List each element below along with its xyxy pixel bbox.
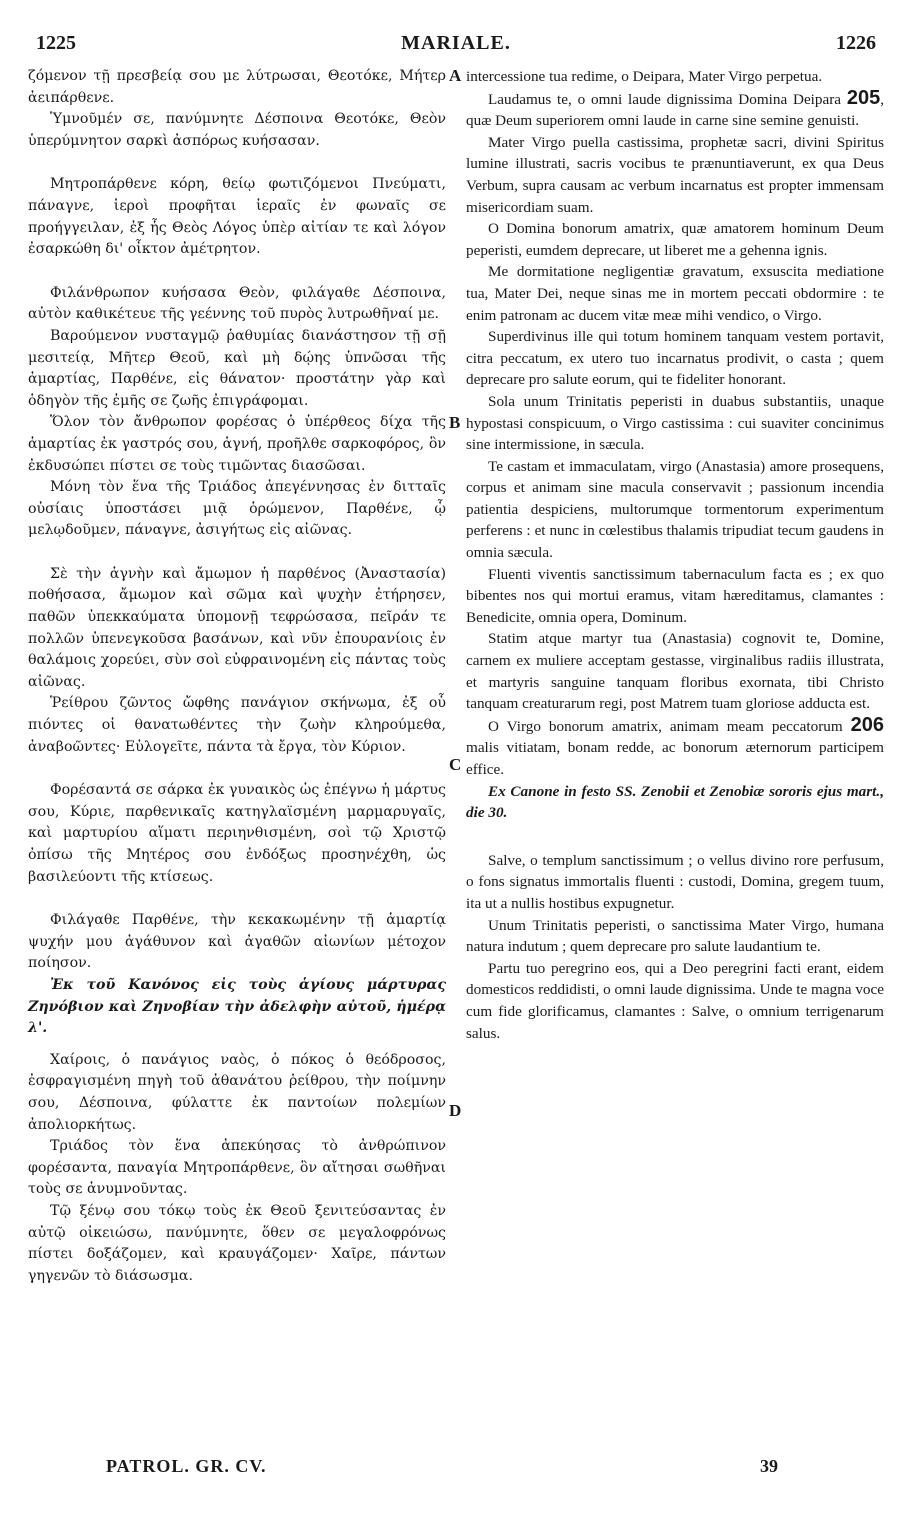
greek-paragraph: Σὲ τὴν ἁγνὴν καὶ ἄμωμον ἡ παρθένος (Ἀναστασία) ποθήσασα, ἄμωμον καὶ σῶμα καὶ ψυχὴν ἐτήρησεν, παθῶν ὑπεκκαύματα ὑπομονῇ τεφρώσασα, πεῖράν τε πολλῶν ὑπενεγκοῦσα βασάνων, καὶ νῦν ἐπουρανίοις ἐν θαλάμοις χορεύει, σὺν σοὶ εὐφραινομένη εἰς πάντας τοὺς αἰῶνας. <box>28 565 446 690</box>
column-reference-number: 206 <box>850 713 885 736</box>
greek-column <box>28 66 446 1287</box>
latin-paragraph <box>466 88 884 132</box>
column-number-left: 1225 <box>36 32 76 54</box>
margin-marker-c: C <box>449 755 462 774</box>
greek-paragraph: Φιλάγαθε Παρθένε, τὴν κεκακωμένην τῇ ἁμαρτίᾳ ψυχήν μου ἀγάθυνον καὶ ἀγαθῶν αἰωνίων μέτοχον ποίησον. <box>28 912 446 972</box>
greek-paragraph: Ῥείθρου ζῶντος ὤφθης πανάγιον σκήνωμα, ἐξ οὗ πιόντες οἱ θανατωθέντες τὴν ζωὴν κληρούμεθα, ἀναβοῶντες· Εὐλογεῖτε, πάντα τὰ ἔργα, τὸν Κύριον. <box>28 695 446 755</box>
greek-paragraph: Φιλάνθρωπον κυήσασα Θεὸν, φιλάγαθε Δέσποινα, αὐτὸν καθικέτευε τῆς γεέννης τοῦ πυρὸς λυτρωθῆναί με. <box>28 284 446 323</box>
latin-paragraph: Statim atque martyr tua (Anastasia) cognovit te, Domine, carnem ex muliere acceptam gestasse, virginalibus radiis illustrata, et martyris sanguine tanquam floribus exornata, tibi Christo tanquam creaturarum regi, post Matrem tuam gloriose adducta est. <box>466 630 884 713</box>
greek-paragraph: Φορέσαντά σε σάρκα ἐκ γυναικὸς ὡς ἐπέγνω ἡ μάρτυς σου, Κύριε, παρθενικαῖς κατηγλαϊσμένη μαρμαρυγαῖς, καὶ μαρτυρίου αἵματι περιηνθισμένη, σοὶ τῷ Χριστῷ ὀπίσω τῆς Μητέρος σου ἐνδόξως προσηνέχθη, ὡς βασιλεύοντι τῆς κτίσεως. <box>28 782 446 885</box>
latin-paragraph: Mater Virgo puella castissima, prophetæ sacri, divini Spiritus lumine illustrati, sacris vocibus te prænuntiaverunt, ex qua Deus Verbum, supra causam ac verbum incarnatus est propter immensam misericordiam suam. <box>466 133 884 216</box>
running-title: MARIALE. <box>401 32 511 54</box>
latin-paragraph: Me dormitatione negligentiæ gravatum, exsuscita mediatione tua, Mater Dei, neque sinas me in mortem peccati obdormire : te enim patronam ac ducem vitæ meæ mihi vendico, o Virgo. <box>466 263 884 324</box>
latin-text: , quæ Deum superiorem omni laude in carne sine semine genuisti. <box>466 90 885 130</box>
column-number-right: 1226 <box>836 32 876 54</box>
latin-column <box>466 66 884 1044</box>
latin-text: Laudamus te, o omni laude dignissima Domina Deipara <box>488 90 842 108</box>
column-reference-number: 205 <box>846 86 881 109</box>
footer-series-label: PATROL. GR. CV. <box>106 1456 267 1476</box>
page-header <box>36 32 876 60</box>
footer-signature-number: 39 <box>760 1456 778 1476</box>
greek-paragraph: Βαρούμενον νυσταγμῷ ῥαθυμίας διανάστησον τῇ σῇ μεσιτείᾳ, Μῆτερ Θεοῦ, καὶ μὴ δῴης ὑπνῶσαι τῆς ἁμαρτίας, Παρθένε, εἰς θάνατον· προστάτην γὰρ καὶ ὁδηγὸν τῆς ἐμῆς σε ζωῆς ἐπιγράφομαι. <box>28 327 446 409</box>
latin-paragraph: Fluenti viventis sanctissimum tabernaculum facta es ; ex quo bibentes nos qui mortui eramus, vitam hæreditamus, clamantes : Benedicite, omnia opera, Dominum. <box>466 565 884 626</box>
greek-paragraph: Μητροπάρθενε κόρη, θείῳ φωτιζόμενοι Πνεύματι, πάναγνε, ἱεροὶ προφῆται ἱεραῖς ἐν φωναῖς σε προήγγειλαν, ἐξ ἧς Θεὸς Λόγος ὑπὲρ αἰτίαν τε καὶ λόγον ἐσαρκώθη δι' οἶκτον ἀμέτρητον. <box>28 176 446 258</box>
margin-marker-b: B <box>449 413 461 432</box>
greek-paragraph: Μόνη τὸν ἕνα τῆς Τριάδος ἀπεγέννησας ἐν διτταῖς οὐσίαις ὑποστάσει μιᾷ ὁρώμενον, Παρθένε, ᾧ μελῳδοῦμεν, πάναγνε, ἀσιγήτως εἰς αἰῶνας. <box>28 479 446 539</box>
greek-paragraph: ζόμενον τῇ πρεσβείᾳ σου με λύτρωσαι, Θεοτόκε, Μήτερ ἀειπάρθενε. <box>28 68 446 106</box>
greek-paragraph: Τριάδος τὸν ἕνα ἀπεκύησας τὸ ἀνθρώπινον φορέσαντα, παναγία Μητροπάρθενε, ὃν αἴτησαι σωθῆναι τοὺς σε ἀνυμνοῦντας. <box>28 1138 446 1198</box>
greek-paragraph: Τῷ ξένῳ σου τόκῳ τοὺς ἐκ Θεοῦ ξενιτεύσαντας ἐν αὐτῷ οἰκειώσω, πανύμνητε, ὅθεν σε μεγαλοφρόνως πίστει δοξάζομεν, καὶ κραυγάζομεν· Χαῖρε, πάντων γηγενῶν τὸ διάσωσμα. <box>28 1202 446 1284</box>
latin-paragraph: Salve, o templum sanctissimum ; o vellus divino rore perfusum, o fons signatus immortalis fluenti : custodi, Domina, gregem tuum, ita ut a nullis hostibus expugnetur. <box>466 851 884 912</box>
latin-text: O Virgo bonorum amatrix, animam meam peccatorum <box>488 717 843 735</box>
greek-section-heading: Ἐκ τοῦ Κανόνος εἰς τοὺς ἁγίους μάρτυρας Ζηνόβιον καὶ Ζηνοβίαν τὴν ἀδελφὴν αὐτοῦ, ἡμέρᾳ λ'. <box>28 976 446 1037</box>
latin-paragraph <box>466 715 884 781</box>
greek-paragraph: Ὑμνοῦμέν σε, πανύμνητε Δέσποινα Θεοτόκε, Θεὸν ὑπερύμνητον σαρκὶ ἀσπόρως κυήσασαν. <box>28 111 446 149</box>
margin-marker-a: A <box>449 66 462 85</box>
latin-paragraph: Superdivinus ille qui totum hominem tanquam vestem portavit, citra peccatum, ex utero tuo incarnatus prodivit, o casta ; quem deprecare pro salute eorum, qui te fideliter honorant. <box>466 328 884 389</box>
latin-paragraph: Sola unum Trinitatis peperisti in duabus substantiis, unaque hypostasi conspicuum, o Virgo castissima : cui suaviter concinimus sine intermissione, in sæcula. <box>466 392 884 454</box>
latin-paragraph: intercessione tua redime, o Deipara, Mater Virgo perpetua. <box>466 68 823 85</box>
greek-paragraph: Ὅλον τὸν ἄνθρωπον φορέσας ὁ ὑπέρθεος δίχα τῆς ἁμαρτίας ἐκ γαστρός σου, ἁγνή, προῆλθε σαρκοφόρος, ὃν ἐκδυσώπει πίστει σε τοὺς τιμῶντας διασῶσαι. <box>28 414 446 474</box>
latin-section-heading: Ex Canone in festo SS. Zenobii et Zenobiæ sororis ejus mart., die 30. <box>466 782 884 822</box>
latin-paragraph: Te castam et immaculatam, virgo (Anastasia) amore prosequens, corpus et animam sine macula conservavit ; passionum incendia patientia despiciens, multorumque tormentorum experimentum perferens : et nunc in cœlestibus thalamis tripudiat tecum gaudens in omnia sæcula. <box>466 457 884 562</box>
latin-paragraph: Unum Trinitatis peperisti, o sanctissima Mater Virgo, humana natura indutum ; quem deprecare pro salute laudantium te. <box>466 916 884 956</box>
greek-paragraph: Χαίροις, ὁ πανάγιος ναὸς, ὁ πόκος ὁ θεόδροσος, ἐσφραγισμένη πηγὴ τοῦ ἀθανάτου ῥείθρου, τὴν ποίμνην σου, Δέσποινα, φύλαττε ἐκ παντοίων πολεμίων ἀπολιορκήτως. <box>28 1051 446 1133</box>
latin-paragraph: Partu tuo peregrino eos, qui a Deo peregrini facti erant, eidem domesticos reddidisti, o omni laude dignissima. Unde te magna voce cum fide glorificamus, clamantes : Salve, o omnium terrigenarum salus. <box>466 959 884 1042</box>
latin-text: malis vitiatam, bonam redde, ac bonorum æternorum participem effice. <box>466 739 884 778</box>
margin-marker-d: D <box>449 1101 462 1120</box>
latin-paragraph: O Domina bonorum amatrix, quæ amatorem hominum Deum peperisti, eumdem deprecare, ut liberet me a gehenna ignis. <box>466 220 884 259</box>
